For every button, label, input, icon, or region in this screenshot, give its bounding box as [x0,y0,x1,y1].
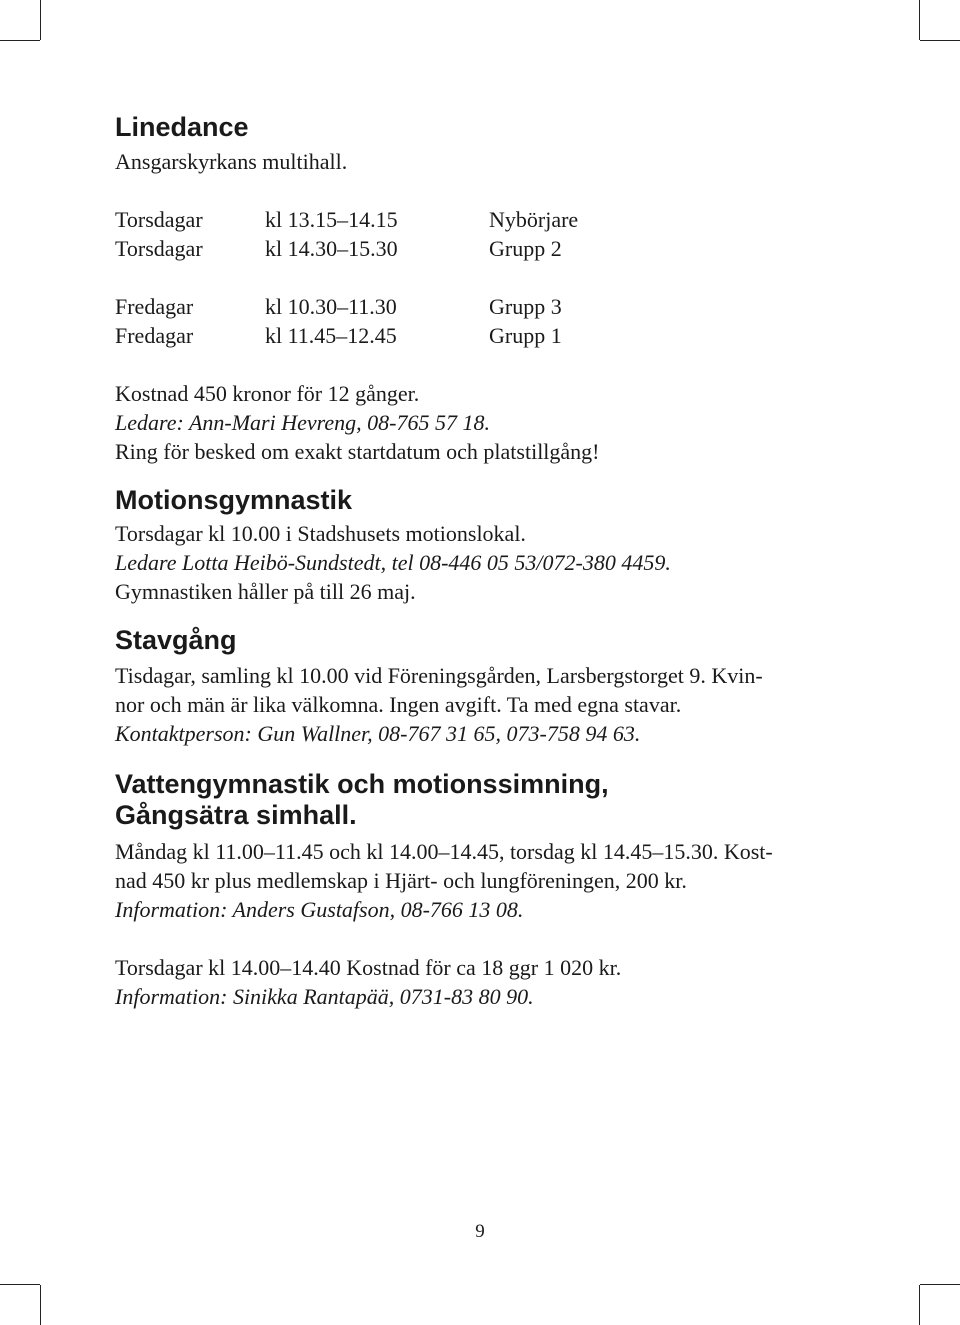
schedule-day: Torsdagar [115,207,203,232]
linedance-schedule [115,205,875,350]
schedule-day: Fredagar [115,294,194,319]
schedule-group: Grupp 2 [489,236,562,261]
linedance-location: Ansgarskyrkans multihall. [115,149,348,174]
vattengymnastik-line-4: Torsdagar kl 14.00–14.40 Kostnad för ca 18 ggr 1 020 kr. [115,955,622,980]
schedule-time: kl 14.30–15.30 [265,236,398,261]
schedule-day: Torsdagar [115,236,203,261]
crop-mark-bottom-right-vertical [919,1285,920,1325]
vattengymnastik-line-1: Måndag kl 11.00–11.45 och kl 14.00–14.45, torsdag kl 14.45–15.30. Kost- [115,839,773,864]
schedule-row [115,205,875,234]
crop-mark-bottom-left-horizontal [0,1284,40,1285]
section-linedance [115,112,875,466]
stavgang-heading: Stavgång [115,625,237,655]
schedule-group: Nybörjare [489,207,579,232]
crop-mark-top-right-horizontal [920,40,960,41]
schedule-day: Fredagar [115,323,194,348]
crop-mark-bottom-right-horizontal [920,1284,960,1285]
vattengymnastik-heading-line-2: Gångsätra simhall. [115,800,357,830]
motionsgymnastik-line-1: Torsdagar kl 10.00 i Stadshusets motionslokal. [115,521,526,546]
motionsgymnastik-heading: Motionsgymnastik [115,485,353,515]
linedance-heading: Linedance [115,112,249,142]
schedule-row [115,234,875,263]
crop-mark-top-left-vertical [40,0,41,40]
linedance-note: Ring för besked om exakt startdatum och platstillgång! [115,439,600,464]
page-number: 9 [475,1221,485,1242]
linedance-cost: Kostnad 450 kronor för 12 gånger. [115,381,420,406]
stavgang-line-1: Tisdagar, samling kl 10.00 vid Föreningsgården, Larsbergstorget 9. Kvin- [115,663,763,688]
schedule-time: kl 13.15–14.15 [265,207,398,232]
crop-mark-bottom-left-vertical [40,1285,41,1325]
schedule-group: Grupp 1 [489,323,562,348]
stavgang-line-3: Kontaktperson: Gun Wallner, 08-767 31 65, 073-758 94 63. [115,721,641,746]
vattengymnastik-heading-line-1: Vattengymnastik och motionssimning, [115,769,609,799]
motionsgymnastik-line-3: Gymnastiken håller på till 26 maj. [115,579,416,604]
schedule-group: Grupp 3 [489,294,562,319]
vattengymnastik-line-5: Information: Sinikka Rantapää, 0731-83 80 90. [115,984,534,1009]
motionsgymnastik-line-2: Ledare Lotta Heibö-Sundstedt, tel 08-446 05 53/072-380 4459. [115,550,671,575]
crop-mark-top-right-vertical [919,0,920,40]
vattengymnastik-line-2: nad 450 kr plus medlemskap i Hjärt- och lungföreningen, 200 kr. [115,868,687,893]
linedance-leader: Ledare: Ann-Mari Hevreng, 08-765 57 18. [115,410,490,435]
schedule-row [115,292,875,321]
section-vattengymnastik [115,769,875,1011]
schedule-time: kl 11.45–12.45 [265,323,397,348]
crop-mark-top-left-horizontal [0,40,40,41]
schedule-row [115,321,875,350]
page-content [115,112,875,1011]
schedule-time: kl 10.30–11.30 [265,294,397,319]
vattengymnastik-line-3: Information: Anders Gustafson, 08-766 13 08. [115,897,524,922]
section-motionsgymnastik [115,485,875,606]
stavgang-line-2: nor och män är lika välkomna. Ingen avgift. Ta med egna stavar. [115,692,682,717]
section-stavgang [115,625,875,748]
